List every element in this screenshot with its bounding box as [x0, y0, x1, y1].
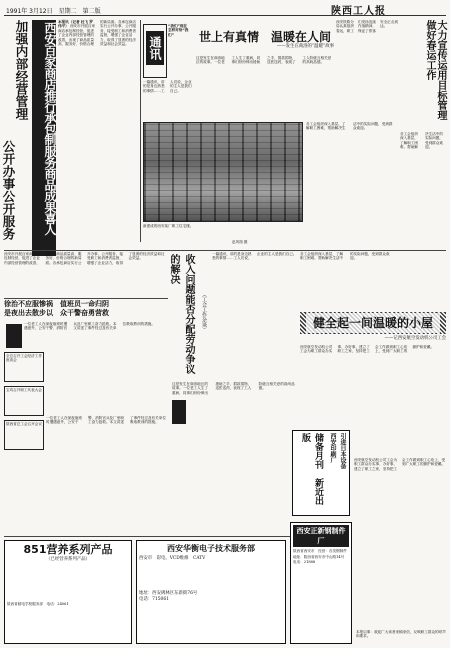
center-body-text: 一篇通讯，讲的是身边熟悉的事情……工人们说，企业的主人是我们自己。	[212, 252, 297, 261]
issue-date: 1991年 3月12日 星期二 第二版	[6, 8, 101, 15]
feature-body	[196, 56, 334, 120]
ad-huaheng-body: 西安市 彩电、VCD维修 CATV	[139, 556, 206, 561]
section-tag-lead: “我们”现在怎样对待“我们”	[168, 24, 189, 37]
right-lower-text: 西安航空发动机公司工会为职工群众办实事、办好事，建立了职工之家，坚持把工会工作做到职工心坎上，受到广大职工的拥护和爱戴。	[354, 458, 446, 471]
center-vertical-strip	[168, 252, 210, 380]
lead-headline-box	[32, 20, 56, 256]
left-box-1-text: 全总召开工会经济工作座谈会	[6, 354, 42, 363]
lead-kicker	[1, 20, 30, 256]
main-article-sub: ——记西安航空发动机公司工会	[384, 336, 446, 341]
ad-851-contact: 陕西省邮电学校服务部 电话：24061	[7, 602, 69, 607]
feature-photo-caption	[143, 224, 333, 238]
feature-headline: 世上有真情 温暖在人间	[198, 30, 331, 44]
section-tag-text: 一篇通讯，讲的是身边熟悉的事情……工人们说，企业的主人是我们自己。	[143, 80, 192, 93]
ad-851	[4, 540, 132, 644]
center-lower-body	[172, 382, 298, 500]
lead-text: 西安市开展百家商店承包制经营，促进了企业内部经营管理的改善，出现了商品质量高、服务好、价格合理的新局面。各承包商店实行公开办事、公开服务，接受职工和消费者监督，增强了企业活力，取得了显著的经济效益和社会效益。	[58, 20, 136, 47]
feature-photo-credit: 赵风翔 摄	[232, 240, 248, 244]
left-box-2	[4, 386, 44, 416]
left-lower-text: 一位老工人在深夜值班时遭遇意外，公安干警、消防官兵及厂里职工奋力抢救。本文讲述了事件经过及有关单位吸取教训的措施。	[46, 416, 166, 425]
section-tag-label: 通讯	[146, 31, 164, 65]
ad-851-headline: 851营养系列产品	[23, 543, 113, 556]
right-top-text: 西安铁路分局认真组织春运，职工们发扬连续作战精神，保证了旅客安全正点到达。	[336, 20, 398, 33]
ad-huaheng-address: 地址：西安碑林区东新街76号	[139, 591, 198, 597]
ad-huaheng-headline: 西安华衡电子技术服务部	[167, 544, 255, 553]
column-right-mid-text: 各工会组织深入基层，了解职工困难，帮助解决生活中的实际问题，受到群众欢迎。	[306, 122, 393, 131]
masthead	[4, 2, 446, 16]
warm-heart-header	[4, 300, 168, 320]
ad-zhengxin	[290, 522, 352, 644]
ad-vertical-headline: 引进日本设备	[339, 433, 346, 469]
warm-heart-sub: 是夜出去散步以 众干警奋勇营救	[4, 309, 109, 317]
paper-name: 陕西工人报	[331, 6, 386, 17]
center-lower-text: 这是发生在商洛地区的故事。一位老工人生了重病，同事们纷纷伸出援助之手，捐款捐物，送医送药，表现了工人阶级互相关爱的高尚品德。	[172, 382, 295, 395]
feature-header	[196, 30, 334, 52]
section-tag	[143, 24, 167, 78]
center-vertical-note: （工会工作杂谈）	[201, 292, 207, 332]
main-article-text: 西安航空发动机公司工会为职工群众办实事、办好事，建立了职工之家，坚持把工会工作做到职工心坎上，受到广大职工的拥护和爱戴。	[300, 345, 435, 354]
right-top-headline-box	[400, 20, 446, 130]
lead-headline: 西安百家商店推行承包制服务商品成果喜人	[43, 22, 57, 235]
ad-851-body: （已经营养系列产品）	[46, 557, 90, 562]
left-box-3-text: 陕西省总工会召开会议	[6, 422, 42, 426]
warm-heart-tag	[6, 324, 22, 348]
left-box-1	[4, 352, 44, 382]
feature-sub: ——发生在商洛的“温暖”故事	[276, 44, 334, 49]
center-body	[212, 252, 298, 380]
right-column-body	[400, 132, 446, 250]
ad-huaheng-phone: 电话：715061	[139, 596, 169, 602]
right-mid-text: 各工会组织深入基层，了解职工困难，帮助解决生活中的实际问题，受到群众欢迎。	[300, 252, 390, 261]
ad-huaheng	[136, 540, 286, 644]
right-mid-body	[300, 252, 446, 308]
lead-byline: 本报讯（记者 杜飞 罗伟平）	[58, 20, 93, 29]
lead-continuation-text: 西安市开展百家商店承包制经营，促进了企业内部经营管理的改善，出现了商品质量高、服务好、价格合理的新局面。各承包商店实行公开办事、公开服务，接受职工和消费者监督，增强了企业活力，取得了显著的经济效益和社会效益。	[4, 252, 165, 265]
feature-photo	[143, 122, 303, 222]
lead-kicker-text: 加强内部经营管理	[14, 20, 29, 120]
section-tag-body	[143, 80, 193, 116]
ad-zhengxin-body: 陕西省西安市 经营：各类钢制件	[293, 549, 347, 553]
notice	[356, 630, 446, 644]
center-vertical-title: 收入问题能否分配劳动争议的解决	[168, 254, 194, 374]
feature-caption-text: 新建成的西安某厂职工住宅楼。	[143, 224, 194, 228]
left-box-3	[4, 420, 44, 450]
lead-body	[58, 20, 138, 280]
section-tag-quote	[168, 24, 190, 78]
column-right-mid	[306, 122, 396, 242]
ad-vertical	[292, 430, 350, 516]
main-article-header	[300, 312, 446, 334]
right-column-text: 各工会组织深入基层，了解职工困难，帮助解决生活中的实际问题，受到群众欢迎。	[400, 132, 443, 150]
ad-zhengxin-address: 地址：陕西省西安市中山路14号	[293, 555, 345, 560]
lead-continuation	[4, 252, 166, 292]
main-article-headline: 健全起一间温暖的小屋	[306, 313, 440, 333]
center-lower-tag	[172, 400, 186, 424]
ad-zhengxin-phone: 电话：21888	[293, 559, 316, 564]
feature-text: 这是发生在商洛地区的故事。一位老工人生了重病，同事们纷纷伸出援助之手，捐款捐物，送医送药，表现了工人阶级互相关爱的高尚品德。	[196, 56, 332, 65]
left-box-2-text: 宝鸡召开职工代表大会	[6, 388, 42, 392]
ad-vertical-body: 储备月刊 新近出版	[300, 433, 323, 505]
lead-kicker-sub: 公开办事公开服务	[1, 140, 16, 240]
right-top-body	[336, 20, 398, 120]
left-lower-body	[46, 416, 168, 534]
ad-zhengxin-headline: 西安正新钢制件厂	[293, 525, 349, 547]
ad-vertical-sub: 西安印刷厂	[329, 433, 336, 463]
warm-heart-body	[24, 322, 168, 414]
warm-heart-text: 一位老工人在深夜值班时遭遇意外，公安干警、消防官兵及厂里职工奋力抢救。本文讲述了事件经过及有关单位吸取教训的措施。	[24, 322, 155, 331]
notice-text: 本报启事：欢迎广大读者来稿来信，反映职工群众的呼声和要求。	[356, 630, 446, 639]
warm-heart-headline: 徐治不应服惨祸 值班员一命归阴	[4, 300, 109, 308]
right-lower-body	[354, 458, 446, 644]
right-top-headline: 大力宣传运用目标管理做好春运工作	[424, 20, 446, 120]
